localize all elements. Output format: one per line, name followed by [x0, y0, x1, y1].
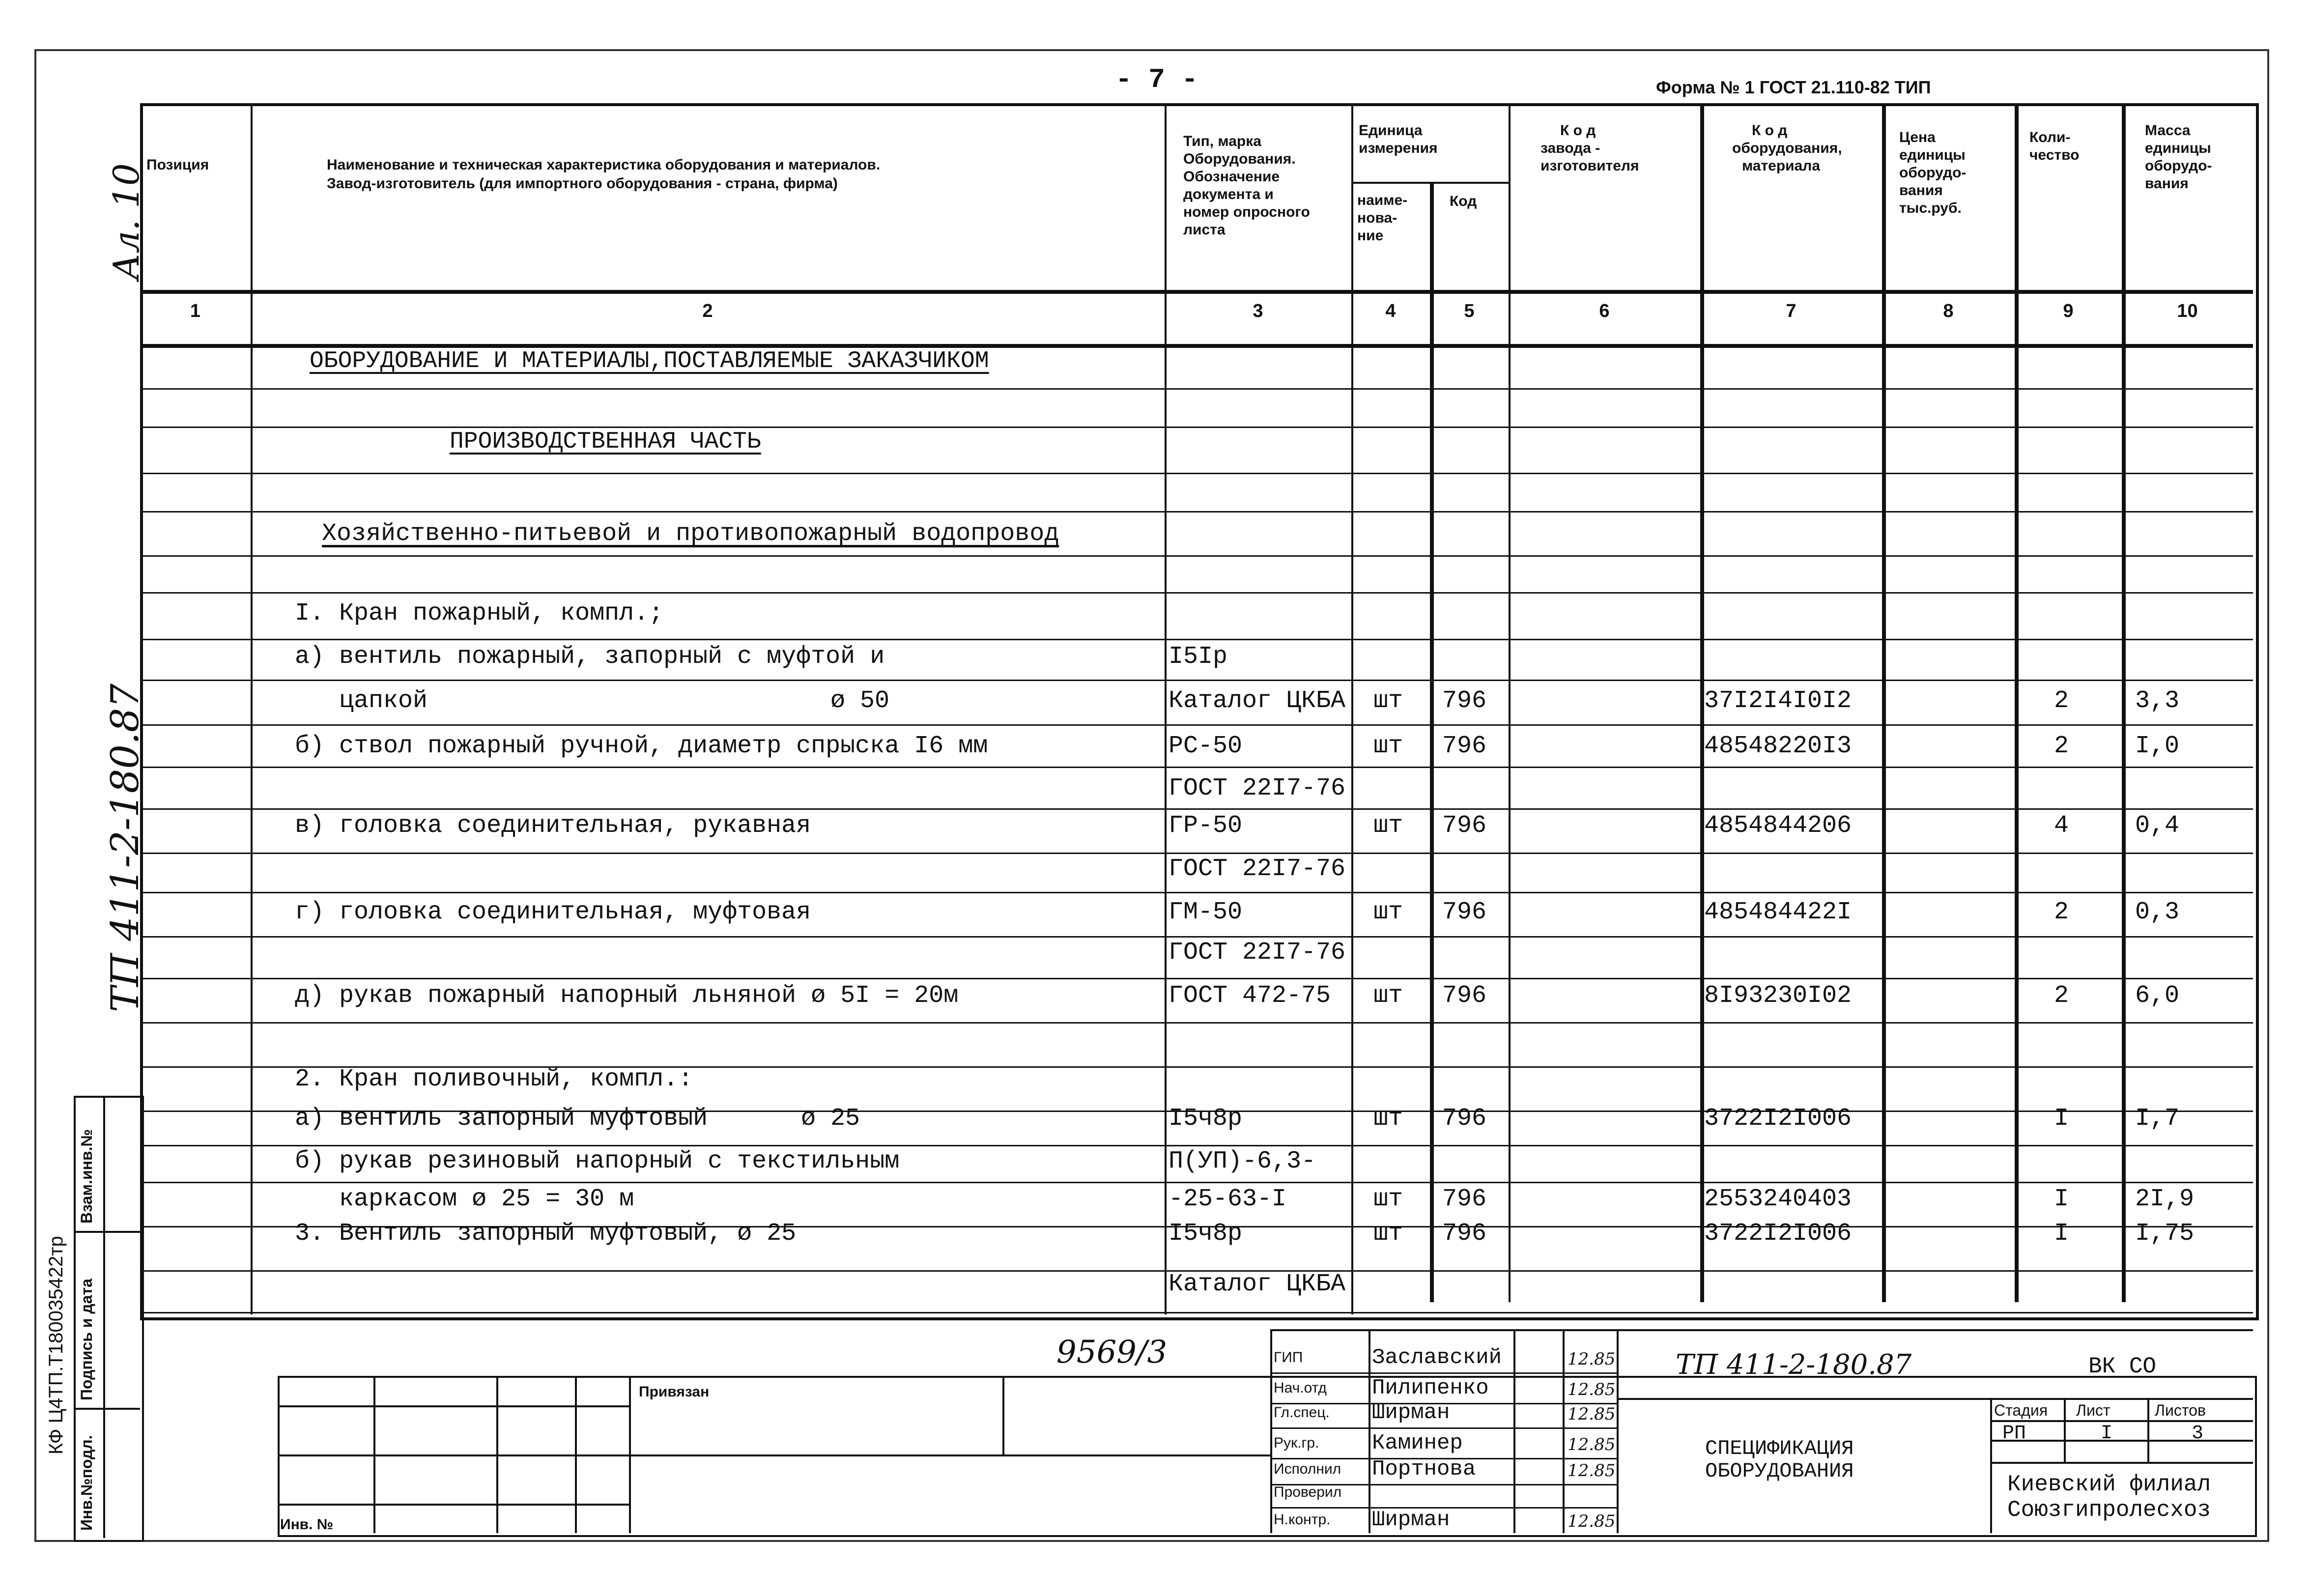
row-mass: 2I,9 [2135, 1185, 2195, 1213]
row-line [140, 680, 2253, 681]
col-number: 2 [702, 301, 713, 321]
row-mass: 6,0 [2135, 982, 2180, 1010]
row-line [140, 473, 2253, 474]
row-type: I5Iр [1169, 643, 1228, 671]
section-heading: Хозяйственно-питьевой и противопожарный водопровод [322, 520, 1059, 548]
col-divider [2122, 103, 2126, 1302]
stamp-role: ГИП [1274, 1349, 1303, 1366]
stamp-number: 9569/3 [1056, 1334, 1168, 1370]
stamp-divider [1513, 1329, 1515, 1533]
stamp-doc-code: ТП 411-2-180.87 [1676, 1349, 1912, 1381]
header-line [140, 344, 2253, 348]
col-number: 9 [2063, 301, 2074, 321]
header-factory-code: К о д завода - изготовителя [1540, 122, 1639, 174]
row-code: 796 [1442, 1105, 1487, 1133]
row-unit: шт [1373, 982, 1403, 1010]
header-name-line1: Наименование и техническая характеристика оборудования и материалов. [327, 157, 881, 173]
stamp-role: Н.контр. [1274, 1511, 1331, 1528]
row-line [140, 555, 2253, 557]
row-code: 796 [1442, 1185, 1487, 1213]
row-mat: 37I2I4I0I2 [1704, 687, 1852, 715]
row-code: 796 [1442, 1220, 1487, 1248]
row-unit: шт [1373, 1105, 1403, 1133]
row-type: ГМ-50 [1169, 898, 1243, 926]
row-qty: I [2054, 1220, 2069, 1248]
row-unit: шт [1373, 812, 1403, 840]
stage-value: РП [2002, 1423, 2026, 1445]
stamp-divider [1369, 1329, 1370, 1533]
row-name: каркасом ø 25 = 30 м [339, 1185, 634, 1213]
row-line [140, 1312, 2253, 1313]
row-line [140, 427, 2253, 428]
header-mass: Масса единицы оборудо- вания [2145, 122, 2212, 192]
header-unit: Единица измерения [1359, 122, 1438, 156]
row-name: а) вентиль пожарный, запорный с муфтой и [295, 643, 885, 671]
stamp-role: Рук.гр. [1274, 1435, 1319, 1451]
stamp-line [278, 1504, 629, 1506]
col-divider [1509, 103, 1511, 1302]
stamp-divider [1563, 1329, 1565, 1533]
col-number: 4 [1385, 301, 1396, 321]
row-code: 796 [1442, 982, 1487, 1010]
stamp-date: 12.85 [1568, 1511, 1616, 1531]
stamp-name: Ширман [1372, 1508, 1450, 1532]
organization: Киевский филиал Союзгипролесхоз [2007, 1472, 2211, 1523]
row-mat: 485484422I [1704, 898, 1852, 926]
margin-label: Подпись и дата [78, 1279, 95, 1400]
row-unit: шт [1373, 1220, 1403, 1248]
row-name: 2. Кран поливочный, компл.: [295, 1065, 693, 1093]
row-code: 796 [1442, 687, 1487, 715]
header-type: Тип, марка Оборудования. Обозначение документа и номер опросного листа [1183, 133, 1310, 238]
row-code: 796 [1442, 812, 1487, 840]
stamp-role: Нач.отд [1274, 1380, 1327, 1396]
row-type: РС-50 [1169, 732, 1243, 760]
stamp-role: Гл.спец. [1274, 1404, 1330, 1421]
stamp-line [278, 1454, 1270, 1456]
row-name: цапкой [339, 687, 428, 715]
header-price: Цена единицы оборудо- вания тыс.руб. [1899, 129, 1967, 216]
row-line [140, 1145, 2253, 1146]
row-type: I5ч8р [1169, 1220, 1243, 1248]
stamp-row-line [1270, 1427, 1617, 1429]
row-mat: 48548220I3 [1704, 732, 1852, 760]
row-mass: I,75 [2135, 1220, 2195, 1248]
row-mat: 3722I2I006 [1704, 1220, 1852, 1248]
row-mass: 0,3 [2135, 898, 2180, 926]
archive-code: КФ Ц4ТП.Т180035422тр [45, 1236, 67, 1454]
row-type: I5ч8р [1169, 1105, 1243, 1133]
row-qty: 2 [2054, 982, 2069, 1010]
header-name-line2: Завод-изготовитель (для импортного оборудования - страна, фирма) [327, 175, 838, 192]
margin-divider [74, 1408, 140, 1410]
row-unit: шт [1373, 1185, 1403, 1213]
row-code: 796 [1442, 732, 1487, 760]
row-type: ГОСТ 22I7-76 [1169, 774, 1346, 802]
row-name-extra: ø 50 [830, 687, 890, 715]
row-name-extra: ø 25 [801, 1105, 860, 1133]
row-type: ГОСТ 22I7-76 [1169, 939, 1346, 967]
stamp-row-line [1270, 1372, 1617, 1374]
col-divider [1351, 103, 1353, 1314]
row-type: ГР-50 [1169, 812, 1243, 840]
stamp-name: Заславский [1372, 1345, 1502, 1370]
col-number: 7 [1786, 301, 1797, 321]
col-number: 10 [2177, 301, 2198, 321]
stamp-name: Каминер [1372, 1431, 1463, 1455]
stage-label: Стадия [1994, 1401, 2048, 1419]
row-line [140, 639, 2253, 640]
sheet-label: Лист [2076, 1401, 2110, 1419]
row-line [140, 592, 2253, 594]
row-unit: шт [1373, 732, 1403, 760]
row-line [140, 936, 2253, 938]
row-qty: I [2054, 1105, 2069, 1133]
section-heading: ПРОИЗВОДСТВЕННАЯ ЧАСТЬ [450, 428, 761, 455]
row-mass: 0,4 [2135, 812, 2180, 840]
col-number: 5 [1464, 301, 1475, 321]
section-heading: ОБОРУДОВАНИЕ И МАТЕРИАЛЫ,ПОСТАВЛЯЕМЫЕ ЗАКАЗЧИКОМ [310, 348, 989, 374]
row-type: Каталог ЦКБА [1169, 1270, 1346, 1298]
stamp-name: Пилипенко [1372, 1376, 1489, 1400]
header-line [1351, 182, 1509, 184]
col-divider [251, 103, 253, 1314]
sheet-mark: Ал. 10 [106, 163, 147, 280]
sheets-label: Листов [2155, 1401, 2206, 1419]
stamp-date: 12.85 [1568, 1349, 1616, 1369]
row-name: в) головка соединительная, рукавная [295, 812, 811, 840]
stamp-line [278, 1405, 629, 1407]
margin-label: Инв.№подл. [78, 1435, 95, 1531]
stamp-name: Портнова [1372, 1457, 1476, 1482]
stamp-role: Исполнил [1274, 1461, 1341, 1477]
row-type: ГОСТ 472-75 [1169, 982, 1331, 1010]
row-mat: 4854844206 [1704, 812, 1852, 840]
row-unit: шт [1373, 898, 1403, 926]
row-line [140, 978, 2253, 979]
stamp-date: 12.85 [1568, 1404, 1616, 1424]
header-position: Позиция [146, 157, 209, 173]
stamp-divider [1617, 1329, 1619, 1533]
row-type: -25-63-I [1169, 1185, 1287, 1213]
stamp-role: Проверил [1274, 1484, 1342, 1500]
header-unit-code: Код [1450, 193, 1477, 209]
row-name: 3. Вентиль запорный муфтовый, ø 25 [295, 1220, 797, 1248]
row-qty: 2 [2054, 687, 2069, 715]
row-mass: I,7 [2135, 1105, 2180, 1133]
row-type: П(УП)-6,3- [1169, 1147, 1316, 1175]
form-label: Форма № 1 ГОСТ 21.110-82 ТИП [1656, 77, 1931, 97]
stamp-divider [1990, 1398, 1992, 1533]
stamp-line [1990, 1420, 2253, 1422]
inv-label: Инв. № [280, 1516, 334, 1533]
row-line [140, 808, 2253, 810]
col-number: 3 [1253, 301, 1263, 321]
row-name: I. Кран пожарный, компл.; [295, 599, 664, 627]
margin-divider [103, 1096, 105, 1538]
row-type: ГОСТ 22I7-76 [1169, 855, 1346, 883]
col-divider [2015, 103, 2019, 1302]
header-material-code: К о д оборудования, материала [1732, 122, 1842, 174]
row-name: д) рукав пожарный напорный льняной ø 5I = 20м [295, 982, 959, 1010]
privyazan-label: Привязан [639, 1384, 710, 1400]
header-quantity: Коли- чество [2029, 129, 2080, 163]
row-line [140, 511, 2253, 513]
row-line [140, 853, 2253, 854]
row-unit: шт [1373, 687, 1403, 715]
margin-divider [74, 1231, 140, 1233]
row-qty: 4 [2054, 812, 2069, 840]
row-line [140, 892, 2253, 893]
sheet-value: I [2101, 1423, 2113, 1445]
row-line [140, 1182, 2253, 1183]
row-name: а) вентиль запорный муфтовый [295, 1105, 708, 1133]
stamp-line [1990, 1462, 2253, 1464]
stamp-mark: ВК СО [2088, 1354, 2157, 1379]
stamp-line [1990, 1440, 2253, 1442]
row-line [140, 1022, 2253, 1024]
stamp-date: 12.85 [1568, 1380, 1616, 1399]
row-mass: I,0 [2135, 732, 2180, 760]
row-mat: 2553240403 [1704, 1185, 1852, 1213]
row-line [140, 724, 2253, 726]
margin-label: Взам.инв.№ [78, 1129, 95, 1224]
col-number: 6 [1599, 301, 1610, 321]
stamp-date: 12.85 [1568, 1461, 1616, 1481]
stamp-divider [1002, 1376, 1004, 1454]
header-line [140, 290, 2253, 294]
stamp-divider [2064, 1398, 2066, 1462]
row-line [140, 388, 2253, 390]
header-unit-name: наиме- нова- ние [1357, 192, 1408, 244]
stamp-divider [1270, 1329, 1272, 1533]
col-divider [1882, 103, 1886, 1302]
row-qty: 2 [2054, 732, 2069, 760]
row-mat: 8I93230I02 [1704, 982, 1852, 1010]
row-mass: 3,3 [2135, 687, 2180, 715]
row-qty: I [2054, 1185, 2069, 1213]
page-number: - 7 - [1115, 64, 1198, 95]
col-divider [1700, 103, 1704, 1302]
row-name: б) рукав резиновый напорный с текстильным [295, 1147, 900, 1175]
row-line [140, 767, 2253, 768]
row-name: б) ствол пожарный ручной, диаметр спрыска I6 мм [295, 732, 988, 760]
left-doc-code: ТП 411-2-180.87 [103, 684, 147, 1012]
row-type: Каталог ЦКБА [1169, 687, 1346, 715]
row-mat: 3722I2I006 [1704, 1105, 1852, 1133]
stamp-title: СПЕЦИФИКАЦИЯ ОБОРУДОВАНИЯ [1705, 1437, 1854, 1483]
row-qty: 2 [2054, 898, 2069, 926]
col-number: 1 [190, 301, 201, 321]
stamp-divider [2147, 1398, 2149, 1462]
col-divider [1165, 103, 1167, 1314]
col-divider [1430, 182, 1434, 1302]
stamp-date: 12.85 [1568, 1435, 1616, 1454]
stamp-name: Ширман [1372, 1400, 1450, 1425]
row-code: 796 [1442, 898, 1487, 926]
row-name: г) головка соединительная, муфтовая [295, 898, 811, 926]
col-number: 8 [1943, 301, 1954, 321]
stamp-line [1617, 1398, 2253, 1400]
sheets-value: 3 [2192, 1423, 2204, 1445]
